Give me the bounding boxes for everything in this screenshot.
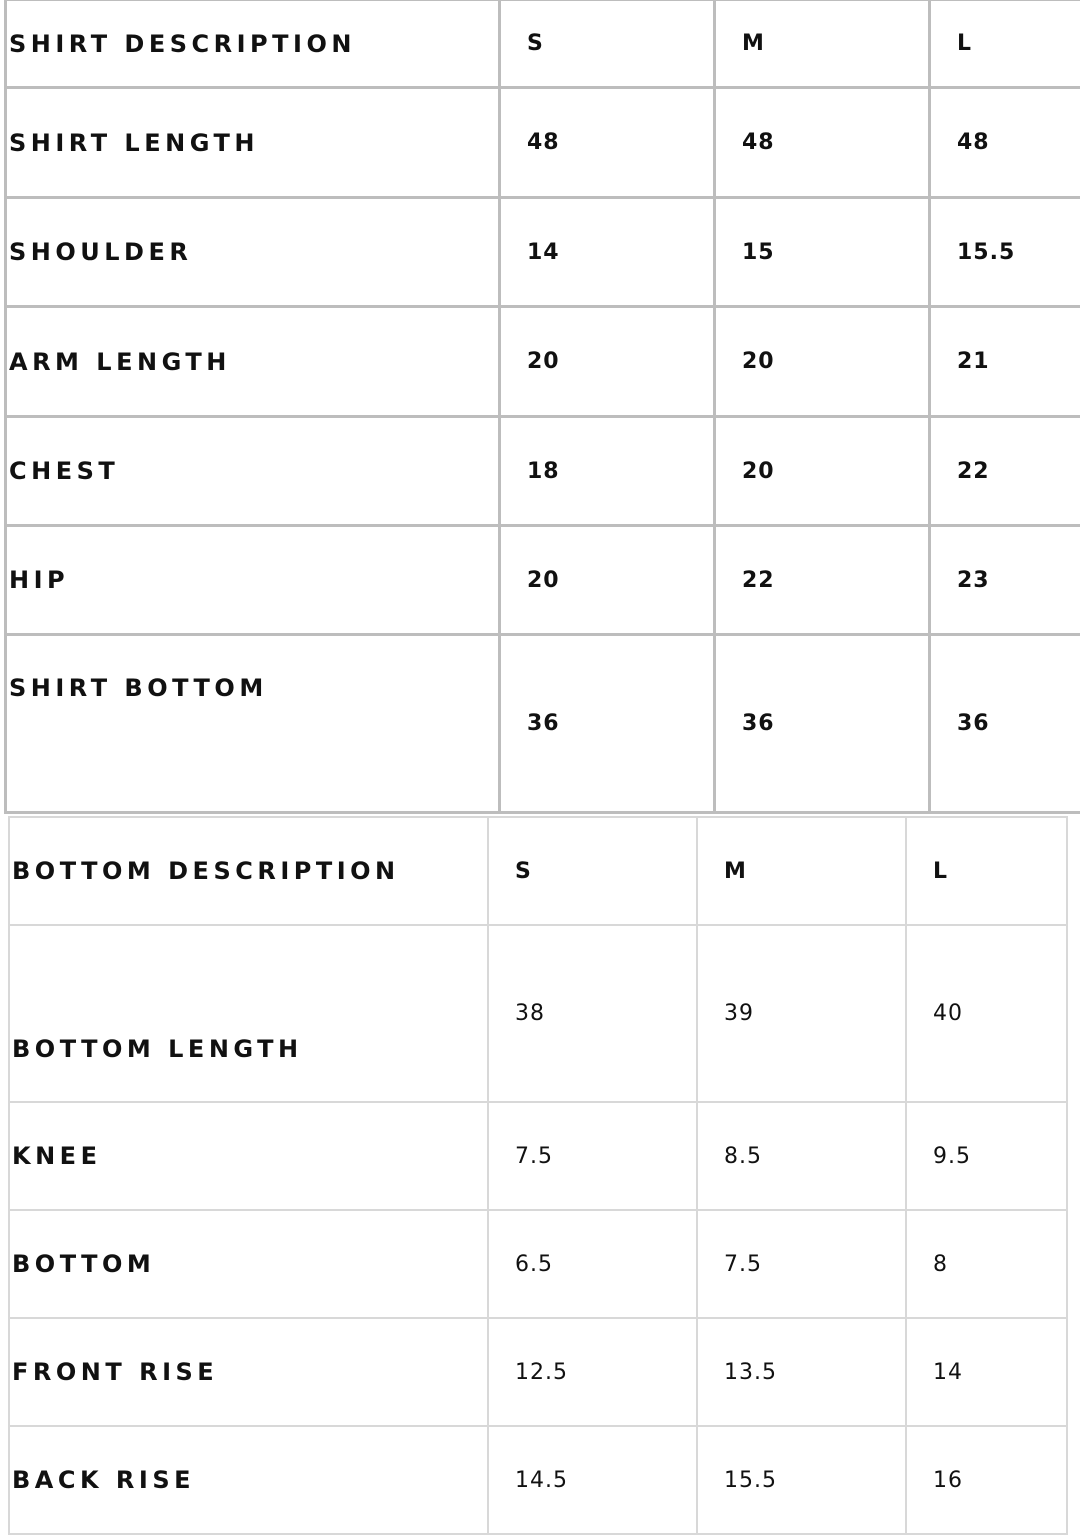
cell-s: 14.5	[488, 1426, 697, 1534]
cell-s: 14	[500, 198, 715, 307]
bottom-size-table	[8, 816, 1068, 1535]
table-row	[9, 1318, 1067, 1426]
table-row	[6, 635, 1080, 813]
cell-m: 20	[715, 417, 930, 526]
cell-s: 38	[488, 925, 697, 1102]
header-size-m: M	[697, 817, 906, 925]
header-size-l: L	[930, 0, 1080, 88]
row-label: SHOULDER	[6, 198, 500, 307]
cell-s: 7.5	[488, 1102, 697, 1210]
cell-s: 20	[500, 307, 715, 417]
cell-m: 13.5	[697, 1318, 906, 1426]
table-row	[6, 417, 1080, 526]
cell-l: 16	[906, 1426, 1067, 1534]
cell-m: 39	[697, 925, 906, 1102]
cell-s: 6.5	[488, 1210, 697, 1318]
cell-l: 21	[930, 307, 1080, 417]
cell-l: 15.5	[930, 198, 1080, 307]
cell-l: 40	[906, 925, 1067, 1102]
row-label: BOTTOM LENGTH	[9, 925, 488, 1102]
header-size-l: L	[906, 817, 1067, 925]
header-description: SHIRT DESCRIPTION	[6, 0, 500, 88]
table-row	[9, 1102, 1067, 1210]
row-label: SHIRT LENGTH	[6, 88, 500, 198]
cell-m: 7.5	[697, 1210, 906, 1318]
cell-l: 22	[930, 417, 1080, 526]
table-header-row	[6, 0, 1080, 88]
cell-m: 48	[715, 88, 930, 198]
table-row	[9, 1210, 1067, 1318]
cell-l: 14	[906, 1318, 1067, 1426]
cell-s: 36	[500, 635, 715, 813]
cell-l: 8	[906, 1210, 1067, 1318]
cell-m: 36	[715, 635, 930, 813]
shirt-size-table	[4, 0, 1080, 814]
cell-l: 48	[930, 88, 1080, 198]
row-label: KNEE	[9, 1102, 488, 1210]
cell-m: 15	[715, 198, 930, 307]
table-header-row	[9, 817, 1067, 925]
row-label: BOTTOM	[9, 1210, 488, 1318]
table-row	[9, 1426, 1067, 1534]
header-size-m: M	[715, 0, 930, 88]
cell-s: 48	[500, 88, 715, 198]
table-row	[6, 526, 1080, 635]
header-description: BOTTOM DESCRIPTION	[9, 817, 488, 925]
cell-s: 18	[500, 417, 715, 526]
cell-l: 9.5	[906, 1102, 1067, 1210]
cell-s: 20	[500, 526, 715, 635]
table-row	[6, 307, 1080, 417]
table-row	[6, 198, 1080, 307]
row-label: CHEST	[6, 417, 500, 526]
table-row	[9, 925, 1067, 1102]
cell-l: 23	[930, 526, 1080, 635]
row-label: HIP	[6, 526, 500, 635]
cell-m: 15.5	[697, 1426, 906, 1534]
cell-m: 20	[715, 307, 930, 417]
row-label: FRONT RISE	[9, 1318, 488, 1426]
row-label: SHIRT BOTTOM	[6, 635, 500, 813]
header-size-s: S	[488, 817, 697, 925]
cell-s: 12.5	[488, 1318, 697, 1426]
header-size-s: S	[500, 0, 715, 88]
row-label: ARM LENGTH	[6, 307, 500, 417]
row-label: BACK RISE	[9, 1426, 488, 1534]
cell-m: 22	[715, 526, 930, 635]
cell-l: 36	[930, 635, 1080, 813]
cell-m: 8.5	[697, 1102, 906, 1210]
table-row	[6, 88, 1080, 198]
